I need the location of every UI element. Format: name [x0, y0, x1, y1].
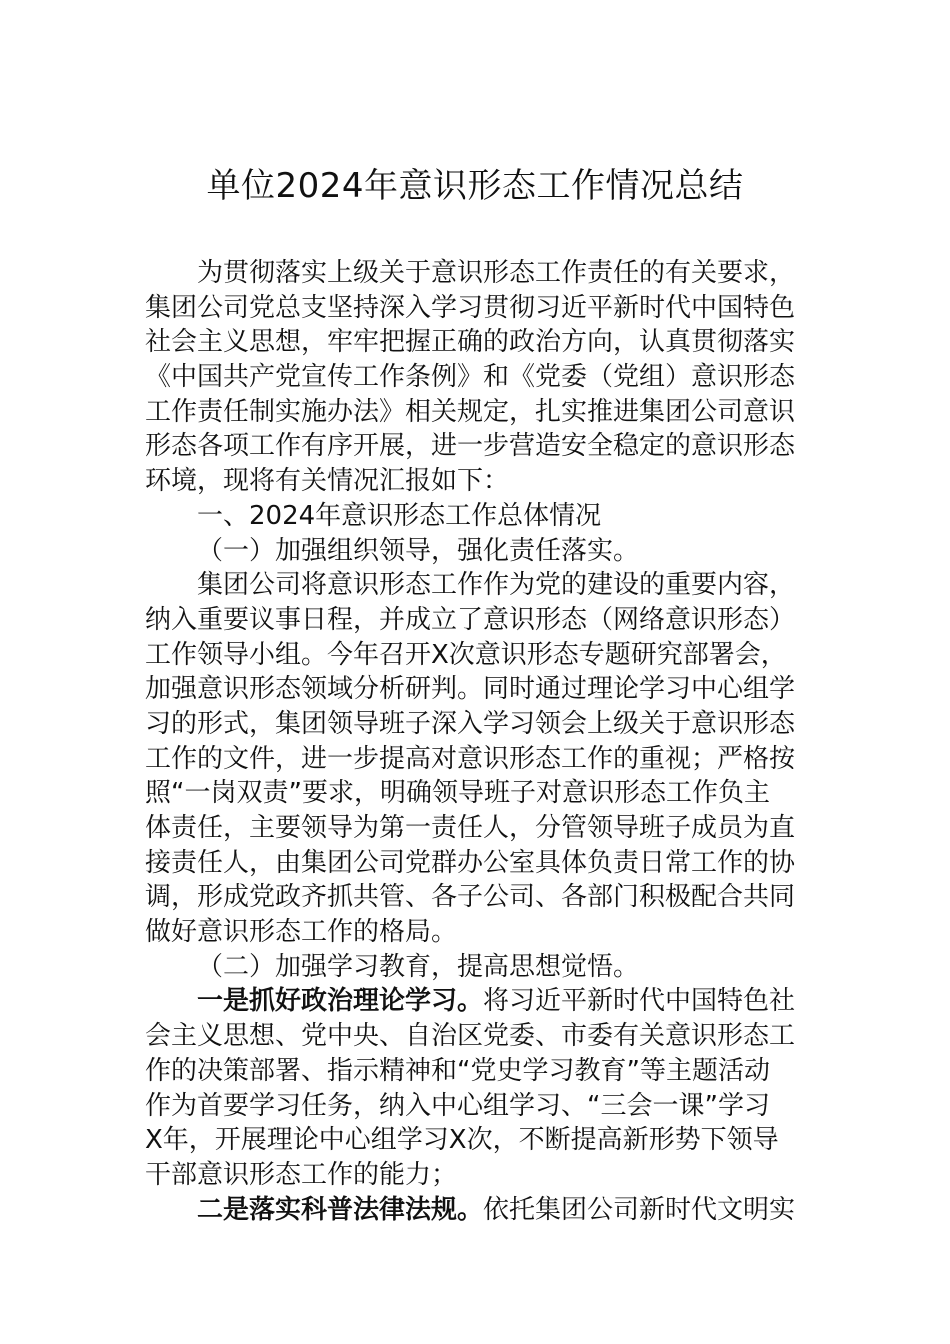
paragraph-line: 调，形成党政齐抓共管、各子公司、各部门积极配合共同 [145, 882, 796, 913]
paragraph-line: X年，开展理论中心组学习X次，不断提高新形势下领导 [145, 1125, 779, 1156]
document-title: 单位2024年意识形态工作情况总结 [206, 166, 744, 206]
paragraph-line: 作的决策部署、指示精神和“党史学习教育”等主题活动 [145, 1055, 770, 1086]
subsection-heading: （一）加强组织领导，强化责任落实。 [197, 535, 640, 566]
paragraph-line: 集团公司将意识形态工作作为党的建设的重要内容， [197, 570, 796, 601]
paragraph-line: 工作责任制实施办法》相关规定，扎实推进集团公司意识 [145, 396, 796, 427]
paragraph-line: 社会主义思想，牢牢把握正确的政治方向，认真贯彻落实 [145, 327, 796, 358]
paragraph-line: 形态各项工作有序开展，进一步营造安全稳定的意识形态 [145, 431, 796, 462]
paragraph-line: 工作的文件，进一步提高对意识形态工作的重视；严格按 [145, 743, 796, 774]
paragraph-line: 集团公司党总支坚持深入学习贯彻习近平新时代中国特色 [145, 292, 796, 323]
paragraph-line: 习的形式，集团领导班子深入学习领会上级关于意识形态 [145, 708, 796, 739]
document-body [145, 256, 815, 1227]
paragraph-line: 做好意识形态工作的格局。 [145, 917, 458, 948]
section-heading: 一、2024年意识形态工作总体情况 [197, 500, 602, 531]
paragraph-line: 干部意识形态工作的能力； [145, 1159, 458, 1190]
paragraph-text: 依托集团公司新时代文明实 [483, 1194, 796, 1225]
subsection-heading: （二）加强学习教育，提高思想觉悟。 [197, 951, 640, 982]
paragraph-line: 会主义思想、党中央、自治区党委、市委有关意识形态工 [145, 1021, 796, 1052]
bold-lead: 一是抓好政治理论学习。 [197, 986, 484, 1017]
paragraph-text: 将习近平新时代中国特色社 [483, 986, 796, 1017]
paragraph-line: 纳入重要议事日程，并成立了意识形态（网络意识形态） [145, 604, 796, 635]
paragraph-line: 环境，现将有关情况汇报如下： [145, 466, 510, 497]
paragraph-line: 体责任，主要领导为第一责任人，分管领导班子成员为直 [145, 813, 796, 843]
paragraph-line: 《中国共产党宣传工作条例》和《党委（党组）意识形态 [145, 362, 796, 393]
paragraph-line: 作为首要学习任务，纳入中心组学习、“三会一课”学习 [145, 1090, 770, 1121]
bold-lead: 二是落实科普法律法规。 [197, 1194, 484, 1225]
paragraph-line [145, 984, 815, 1019]
paragraph-line: 加强意识形态领域分析研判。同时通过理论学习中心组学 [145, 674, 796, 705]
paragraph-line: 为贯彻落实上级关于意识形态工作责任的有关要求， [197, 258, 796, 288]
paragraph-line: 照“一岗双责”要求，明确领导班子对意识形态工作负主 [145, 778, 770, 809]
paragraph-line: 工作领导小组。今年召开X次意识形态专题研究部署会， [145, 639, 787, 670]
paragraph-line [145, 1193, 815, 1228]
paragraph-line: 接责任人，由集团公司党群办公室具体负责日常工作的协 [145, 847, 796, 878]
